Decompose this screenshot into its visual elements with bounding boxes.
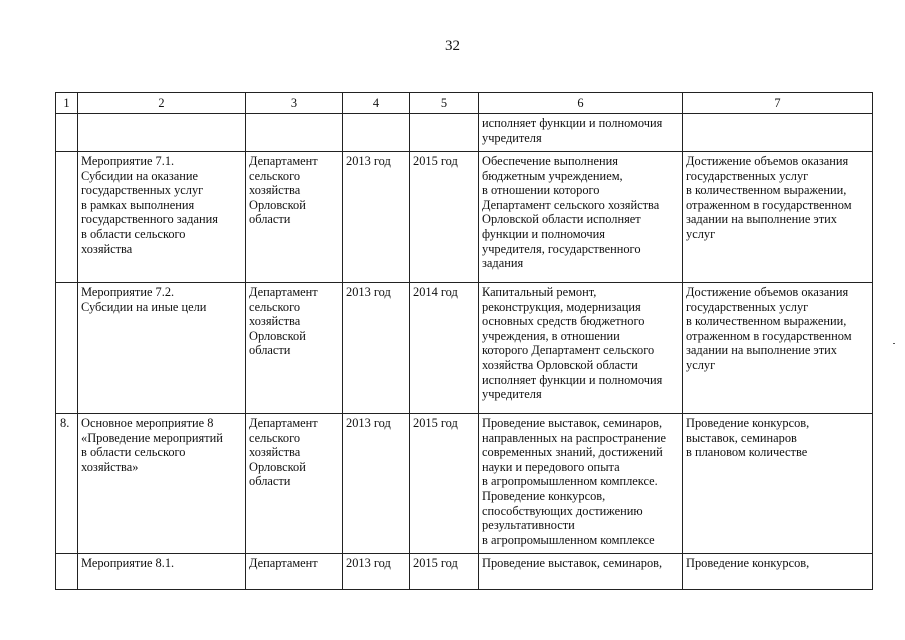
row-number-cell — [56, 283, 78, 414]
table-row — [56, 152, 873, 283]
description-cell: Проведение выставок, семинаров, — [479, 554, 683, 590]
executor-cell: Департамент — [246, 554, 343, 590]
start-year-cell: 2013 год — [343, 152, 410, 283]
start-year-cell — [343, 114, 410, 152]
header-cell: 4 — [343, 93, 410, 114]
scan-artifact-mark — [893, 343, 895, 344]
activity-name-cell: Мероприятие 7.2. Субсидии на иные цели — [78, 283, 246, 414]
expected-result-cell: Проведение конкурсов, — [683, 554, 873, 590]
end-year-cell: 2015 год — [410, 152, 479, 283]
header-cell: 5 — [410, 93, 479, 114]
header-cell: 6 — [479, 93, 683, 114]
row-number-cell — [56, 152, 78, 283]
activity-name-cell: Мероприятие 7.1. Субсидии на оказание государственных услуг в рамках выполнения государственного задания в области сельского хозяйства — [78, 152, 246, 283]
activity-name-cell: Мероприятие 8.1. — [78, 554, 246, 590]
end-year-cell: 2015 год — [410, 554, 479, 590]
executor-cell: Департамент сельского хозяйства Орловской области — [246, 414, 343, 554]
description-cell: Капитальный ремонт, реконструкция, модернизация основных средств бюджетного учреждения, в отношении которого Департамент сельского хозяйства Орловской области исполняет функции и полномочия учредителя — [479, 283, 683, 414]
program-activities-table — [55, 92, 873, 590]
description-cell: Проведение выставок, семинаров, направленных на распространение современных знаний, достижений науки и передового опыта в агропромышленном комплексе. Проведение конкурсов, способствующих достижению результативности в агропромышленном комплексе — [479, 414, 683, 554]
expected-result-cell — [683, 114, 873, 152]
start-year-cell: 2013 год — [343, 554, 410, 590]
description-cell: исполняет функции и полномочия учредителя — [479, 114, 683, 152]
row-number-cell — [56, 554, 78, 590]
description-cell: Обеспечение выполнения бюджетным учреждением, в отношении которого Департамент сельского хозяйства Орловской области исполняет функции и полномочия учредителя, государственного задания — [479, 152, 683, 283]
header-cell: 3 — [246, 93, 343, 114]
expected-result-cell: Достижение объемов оказания государственных услуг в количественном выражении, отраженном в государственном задании на выполнение этих услуг — [683, 152, 873, 283]
table-row — [56, 554, 873, 590]
page-number: 32 — [445, 38, 460, 54]
header-cell: 7 — [683, 93, 873, 114]
table-row — [56, 283, 873, 414]
table-header-row — [56, 93, 873, 114]
header-cell: 1 — [56, 93, 78, 114]
activity-name-cell — [78, 114, 246, 152]
executor-cell: Департамент сельского хозяйства Орловской области — [246, 152, 343, 283]
expected-result-cell: Проведение конкурсов, выставок, семинаров в плановом количестве — [683, 414, 873, 554]
end-year-cell — [410, 114, 479, 152]
start-year-cell: 2013 год — [343, 414, 410, 554]
activity-name-cell: Основное мероприятие 8 «Проведение мероприятий в области сельского хозяйства» — [78, 414, 246, 554]
table-row — [56, 114, 873, 152]
executor-cell: Департамент сельского хозяйства Орловской области — [246, 283, 343, 414]
end-year-cell: 2014 год — [410, 283, 479, 414]
executor-cell — [246, 114, 343, 152]
end-year-cell: 2015 год — [410, 414, 479, 554]
expected-result-cell: Достижение объемов оказания государственных услуг в количественном выражении, отраженном в государственном задании на выполнение этих услуг — [683, 283, 873, 414]
row-number-cell: 8. — [56, 414, 78, 554]
row-number-cell — [56, 114, 78, 152]
table-row — [56, 414, 873, 554]
start-year-cell: 2013 год — [343, 283, 410, 414]
header-cell: 2 — [78, 93, 246, 114]
